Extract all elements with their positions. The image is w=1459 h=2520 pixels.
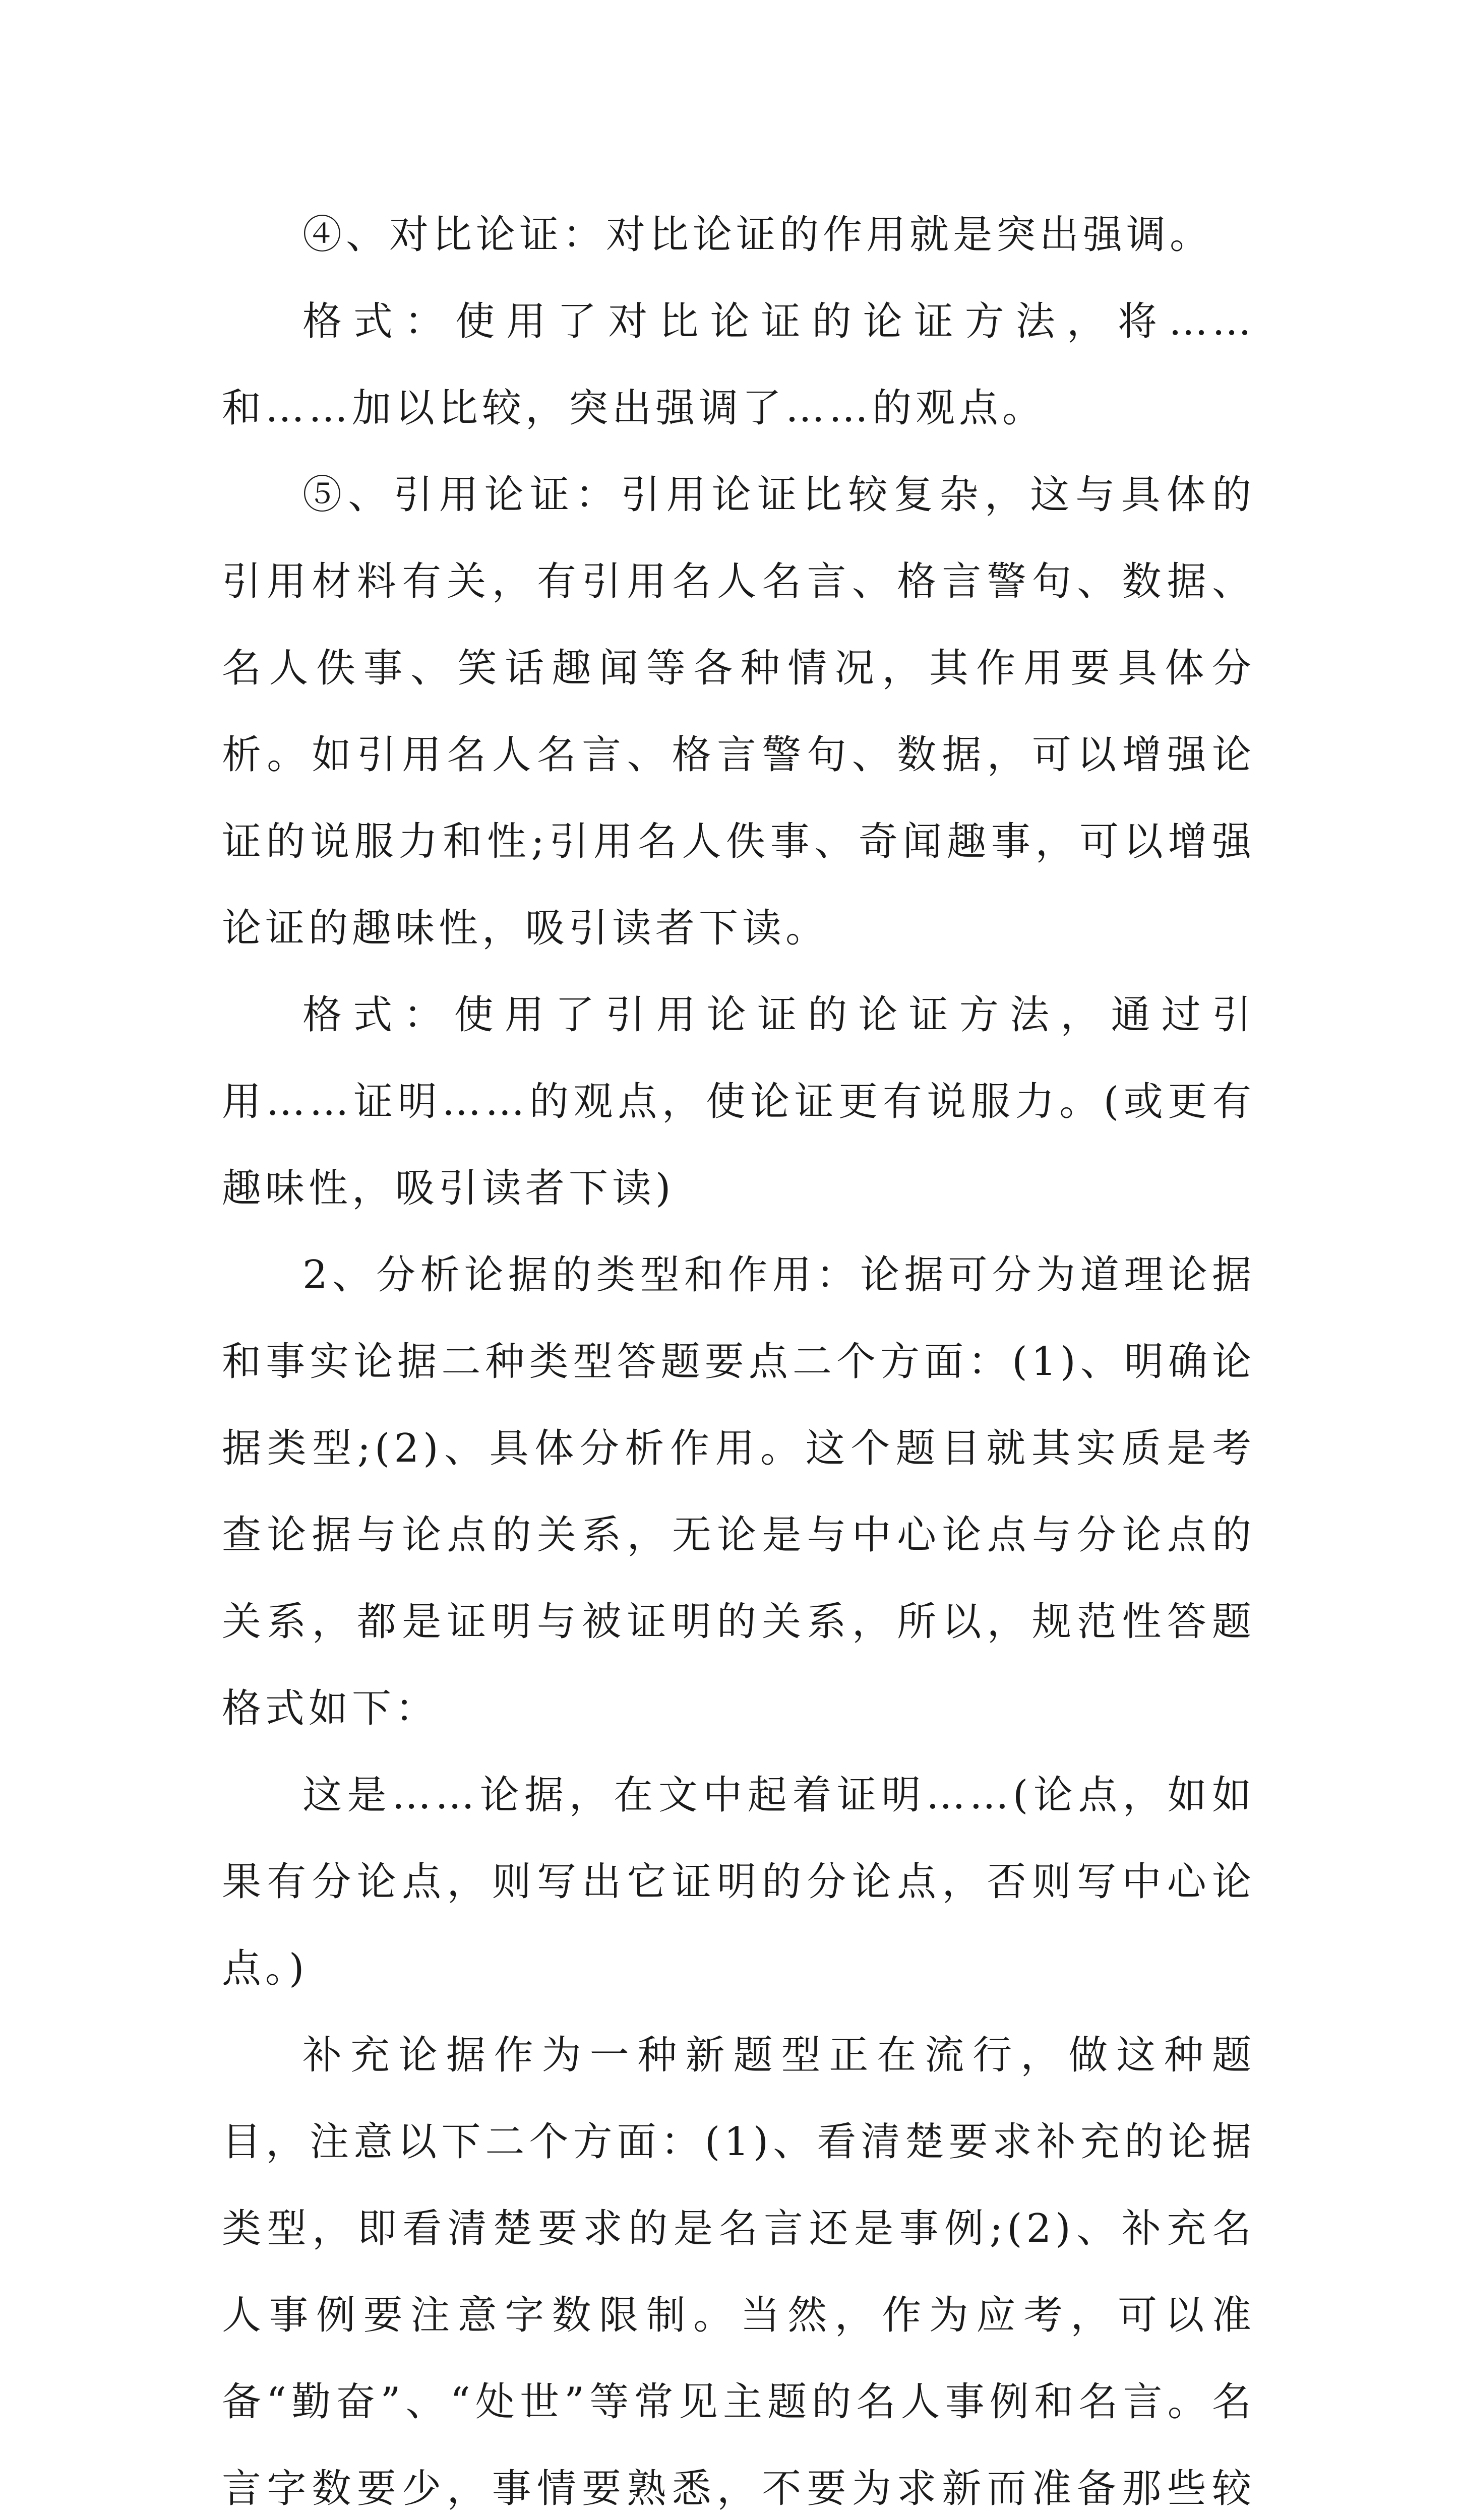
paragraph-citation-argument: ⑤、引用论证：引用论证比较复杂，这与具体的引用材料有关，有引用名人名言、格言警句、数据、名人佚事、笑话趣闻等各种情况，其作用要具体分析。如引用名人名言、格言警句、数据，可以增强论证的说服力和性;引用名人佚事、奇闻趣事，可以增强论证的趣味性，吸引读者下读。 [222,472,1255,951]
paragraph-citation-format: 格式：使用了引用论证的论证方法，通过引用……证明……的观点，使论证更有说服力。(或更有趣味性，吸引读者下读) [222,992,1255,1211]
paragraph-contrast-argument: ④、对比论证：对比论证的作用就是突出强调。 [302,212,1213,258]
paragraph-contrast-format: 格式：使用了对比论证的论证方法，将……和……加以比较，突出强调了……的观点。 [222,299,1255,431]
paragraph-evidence-types: 2、分析论据的类型和作用：论据可分为道理论据和事实论据二种类型答题要点二个方面：(1)、明确论据类型;(2)、具体分析作用。这个题目就其实质是考查论据与论点的关系，无论是与中心论点与分论点的关系，都是证明与被证明的关系，所以，规范性答题格式如下： [222,1252,1255,1731]
paragraph-supplement-evidence: 补充论据作为一种新题型正在流行，做这种题目，注意以下二个方面：(1)、看清楚要求补充的论据类型，即看清楚要求的是名言还是事例;(2)、补充名人事例要注意字数限制。当然，作为应考，可以准备“勤奋”、“处世”等常见主题的名人事例和名言。名言字数要少，事情要熟悉，不要为求新而准备那些较 [222,2033,1255,2511]
document-body [222,192,1255,2520]
paragraph-evidence-format: 这是……论据，在文中起着证明……(论点，如如果有分论点，则写出它证明的分论点，否则写中心论点。) [222,1773,1255,1991]
